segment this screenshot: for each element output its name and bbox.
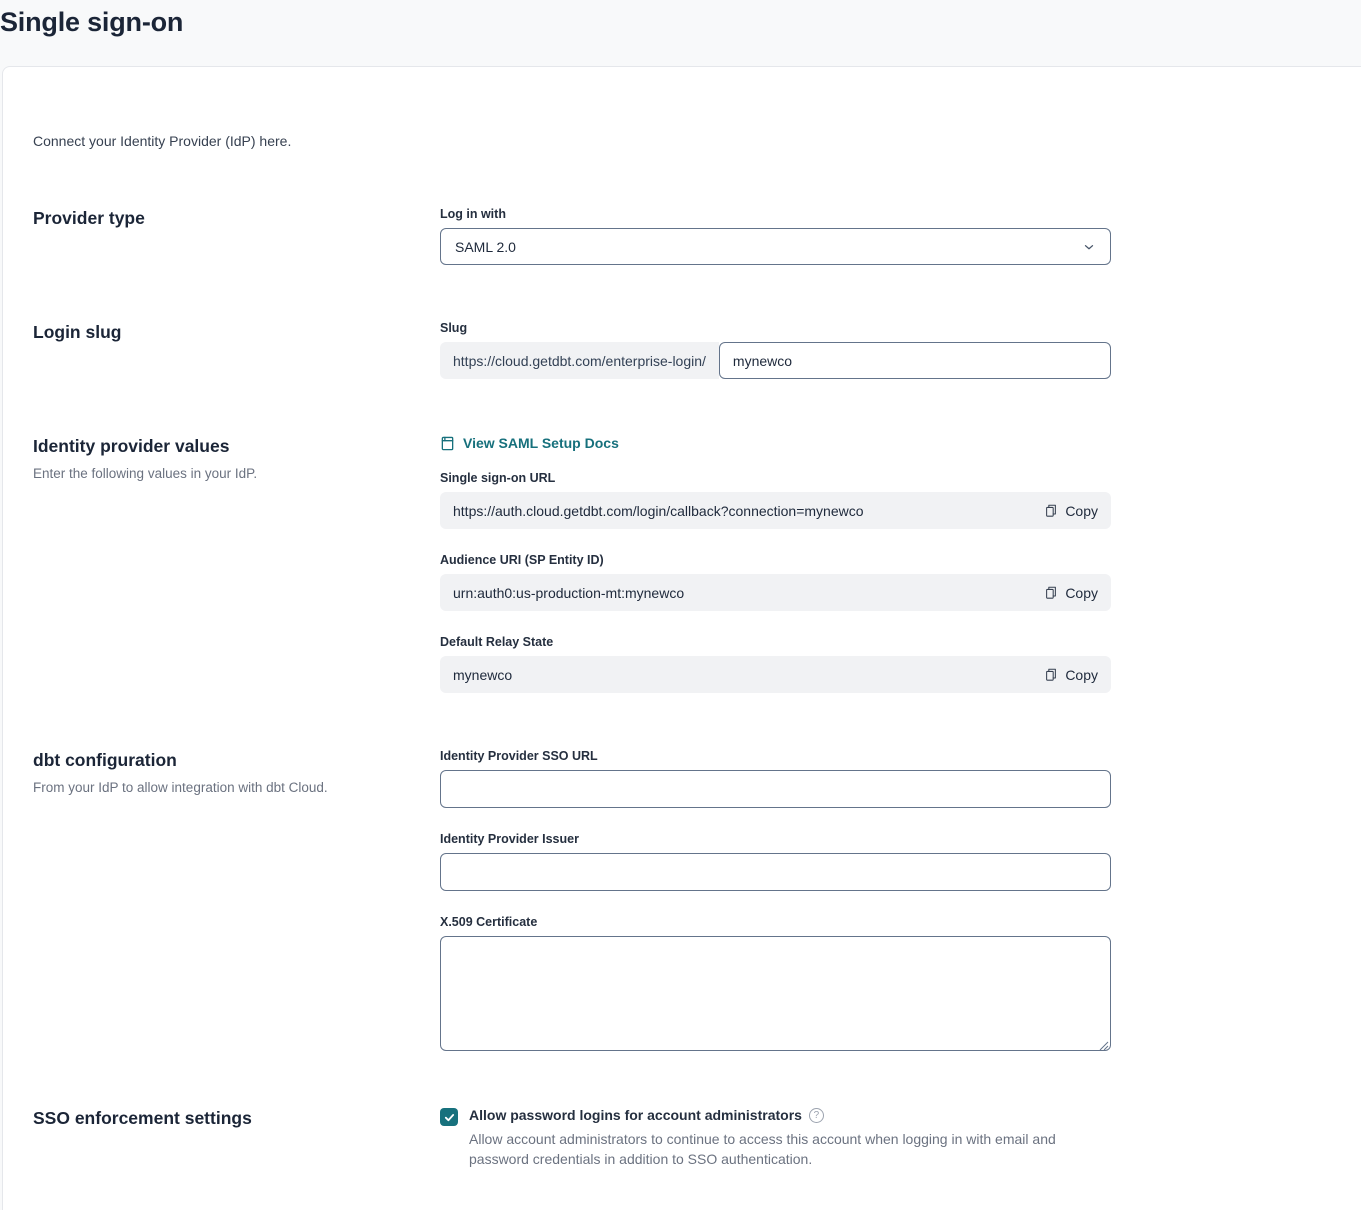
default-relay-state-value: mynewco (453, 666, 513, 683)
audience-uri-copy-button[interactable] (1044, 585, 1098, 601)
idp-values-subheading: Enter the following values in your IdP. (33, 465, 258, 481)
audience-uri-field (440, 553, 1111, 611)
intro-text: Connect your Identity Provider (IdP) here. (33, 133, 292, 149)
login-slug-heading: Login slug (33, 322, 122, 342)
x509-certificate-label: X.509 Certificate (440, 915, 538, 929)
idp-issuer-input[interactable] (440, 853, 1111, 891)
checkmark-icon (444, 1112, 455, 1123)
docs-link-label: View SAML Setup Docs (463, 435, 619, 451)
section-provider-type (33, 207, 1361, 265)
sso-url-value-box (440, 492, 1111, 529)
default-relay-state-field (440, 635, 1111, 693)
document-icon (440, 436, 455, 451)
sso-url-label: Single sign-on URL (440, 471, 556, 485)
page-title: Single sign-on (0, 7, 184, 37)
idp-issuer-field (440, 832, 1111, 891)
x509-certificate-field (440, 915, 1111, 1051)
audience-uri-value: urn:auth0:us-production-mt:mynewco (453, 584, 685, 601)
help-icon[interactable]: ? (809, 1108, 824, 1123)
copy-icon (1044, 503, 1058, 518)
section-dbt-configuration (33, 749, 1361, 1051)
login-with-select[interactable] (440, 228, 1111, 265)
sso-url-value: https://auth.cloud.getdbt.com/login/callback?connection=mynewco (453, 502, 864, 519)
dbt-config-subheading: From your IdP to allow integration with dbt Cloud. (33, 779, 328, 795)
slug-input[interactable] (719, 342, 1111, 379)
copy-button-label: Copy (1065, 584, 1098, 601)
section-identity-provider-values (33, 435, 1361, 693)
section-sso-enforcement (33, 1107, 1361, 1170)
sso-url-copy-button[interactable] (1044, 503, 1098, 519)
x509-certificate-textarea[interactable] (440, 936, 1111, 1051)
view-saml-setup-docs-link[interactable] (440, 435, 619, 451)
copy-button-label: Copy (1065, 666, 1098, 683)
idp-sso-url-label: Identity Provider SSO URL (440, 749, 598, 763)
allow-password-logins-label: Allow password logins for account administrators (469, 1107, 802, 1123)
slug-url-prefix: https://cloud.getdbt.com/enterprise-login/ (440, 342, 719, 379)
copy-icon (1044, 585, 1058, 600)
chevron-down-icon (1082, 240, 1096, 254)
default-relay-state-label: Default Relay State (440, 635, 554, 649)
idp-sso-url-input[interactable] (440, 770, 1111, 808)
slug-label: Slug (440, 321, 468, 335)
allow-password-logins-checkbox[interactable] (440, 1108, 458, 1126)
default-relay-state-copy-button[interactable] (1044, 667, 1098, 683)
sso-settings-card (2, 66, 1361, 1210)
sso-enforcement-heading: SSO enforcement settings (33, 1108, 252, 1128)
copy-button-label: Copy (1065, 502, 1098, 519)
sso-url-field (440, 471, 1111, 529)
copy-icon (1044, 667, 1058, 682)
login-with-label: Log in with (440, 207, 506, 221)
audience-uri-value-box (440, 574, 1111, 611)
section-login-slug (33, 321, 1361, 379)
dbt-config-heading: dbt configuration (33, 750, 177, 770)
provider-type-heading: Provider type (33, 208, 145, 228)
idp-issuer-label: Identity Provider Issuer (440, 832, 579, 846)
login-with-selected-value: SAML 2.0 (455, 238, 516, 255)
audience-uri-label: Audience URI (SP Entity ID) (440, 553, 604, 567)
slug-field-group (440, 342, 1111, 379)
page-header (0, 0, 1361, 66)
idp-values-heading: Identity provider values (33, 436, 230, 456)
idp-sso-url-field (440, 749, 1111, 808)
allow-password-logins-description: Allow account administrators to continue to access this account when logging in with email and password credentials in addition to SSO authentication. (469, 1131, 1056, 1168)
allow-password-logins-row (440, 1107, 1111, 1170)
default-relay-state-value-box (440, 656, 1111, 693)
